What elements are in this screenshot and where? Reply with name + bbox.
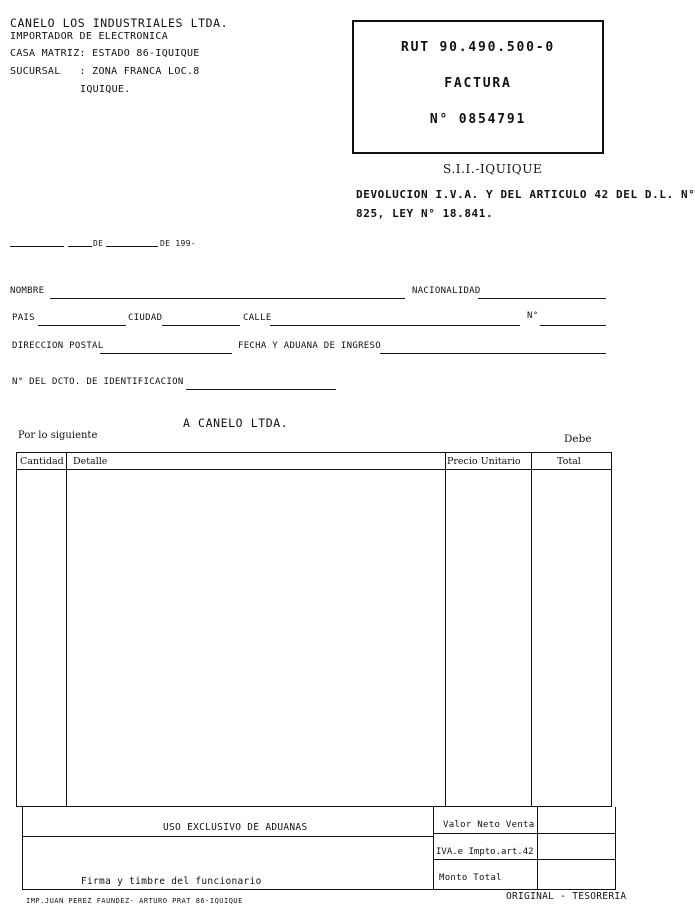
company-headquarters: CASA MATRIZ: ESTADO 86-IQUIQUE xyxy=(10,48,200,59)
monto-total-label: Monto Total xyxy=(439,873,502,883)
documento-field[interactable] xyxy=(186,389,336,390)
pais-field[interactable] xyxy=(38,325,126,326)
invoice-number: N° 0854791 xyxy=(429,112,527,127)
direccion-postal-label: DIRECCION POSTAL xyxy=(12,341,104,351)
header-total: Total xyxy=(557,456,581,467)
direccion-postal-field[interactable] xyxy=(100,353,232,354)
fecha-aduana-label: FECHA Y ADUANA DE INGRESO xyxy=(238,341,381,351)
nombre-label: NOMBRE xyxy=(10,286,45,296)
documento-label: N° DEL DCTO. DE IDENTIFICACION xyxy=(12,377,184,387)
uso-exclusivo-aduanas: USO EXCLUSIVO DE ADUANAS xyxy=(163,822,308,833)
header-detalle: Detalle xyxy=(73,456,108,467)
date-day-line xyxy=(10,246,64,247)
totals-row-divider-1 xyxy=(433,833,615,834)
company-branch: SUCURSAL : ZONA FRANCA LOC.8 xyxy=(10,66,200,77)
rut-number: RUT 90.490.500-0 xyxy=(400,40,556,55)
company-city: IQUIQUE. xyxy=(80,84,131,95)
addressee: A CANELO LTDA. xyxy=(183,416,289,430)
column-divider-2 xyxy=(445,453,446,806)
column-divider-3 xyxy=(531,453,532,806)
calle-field[interactable] xyxy=(270,325,520,326)
totals-right-divider xyxy=(537,807,538,890)
debe-label: Debe xyxy=(564,433,592,445)
customs-divider xyxy=(23,836,433,837)
devolucion-line2: 825, LEY N° 18.841. xyxy=(356,207,494,220)
iva-label: IVA.e Impto.art.42 xyxy=(436,847,534,857)
devolucion-line1: DEVOLUCION I.V.A. Y DEL ARTICULO 42 DEL D.L. N° xyxy=(356,188,695,201)
totals-left-divider xyxy=(433,807,434,890)
invoice-id-box xyxy=(352,20,604,154)
company-activity: IMPORTADOR DE ELECTRONICA xyxy=(10,31,169,42)
items-table xyxy=(16,452,612,807)
numero-label: N° xyxy=(527,311,539,321)
company-name: CANELO LOS INDUSTRIALES LTDA. xyxy=(10,16,229,30)
nacionalidad-label: NACIONALIDAD xyxy=(412,286,481,296)
header-cantidad: Cantidad xyxy=(20,456,64,467)
nombre-field[interactable] xyxy=(50,298,405,299)
valor-neto-label: Valor Neto Venta xyxy=(443,820,535,830)
fecha-aduana-field[interactable] xyxy=(380,353,606,354)
ciudad-label: CIUDAD xyxy=(128,313,163,323)
calle-label: CALLE xyxy=(243,313,272,323)
date-de-1: DE xyxy=(93,239,104,248)
nacionalidad-field[interactable] xyxy=(478,298,606,299)
ciudad-field[interactable] xyxy=(162,325,240,326)
header-precio-unitario: Precio Unitario xyxy=(447,456,521,467)
date-comma-line xyxy=(68,246,92,247)
copy-label: ORIGINAL - TESORERIA xyxy=(506,891,627,902)
column-divider-1 xyxy=(66,453,67,806)
invoice-title: FACTURA xyxy=(444,76,512,91)
sii-office: S.I.I.-IQUIQUE xyxy=(443,162,543,176)
totals-row-divider-2 xyxy=(433,859,615,860)
numero-field[interactable] xyxy=(540,325,606,326)
por-lo-siguiente: Por lo siguiente xyxy=(18,430,98,441)
date-month-line xyxy=(106,246,158,247)
printer-imprint: IMP.JUAN PEREZ FAUNDEZ- ARTURO PRAT 86-IQUIQUE xyxy=(26,897,243,905)
pais-label: PAIS xyxy=(12,313,35,323)
date-de-2: DE 199- xyxy=(160,239,196,248)
totals-section xyxy=(22,807,616,890)
firma-timbre: Firma y timbre del funcionario xyxy=(81,876,262,887)
table-header-divider xyxy=(17,469,611,470)
